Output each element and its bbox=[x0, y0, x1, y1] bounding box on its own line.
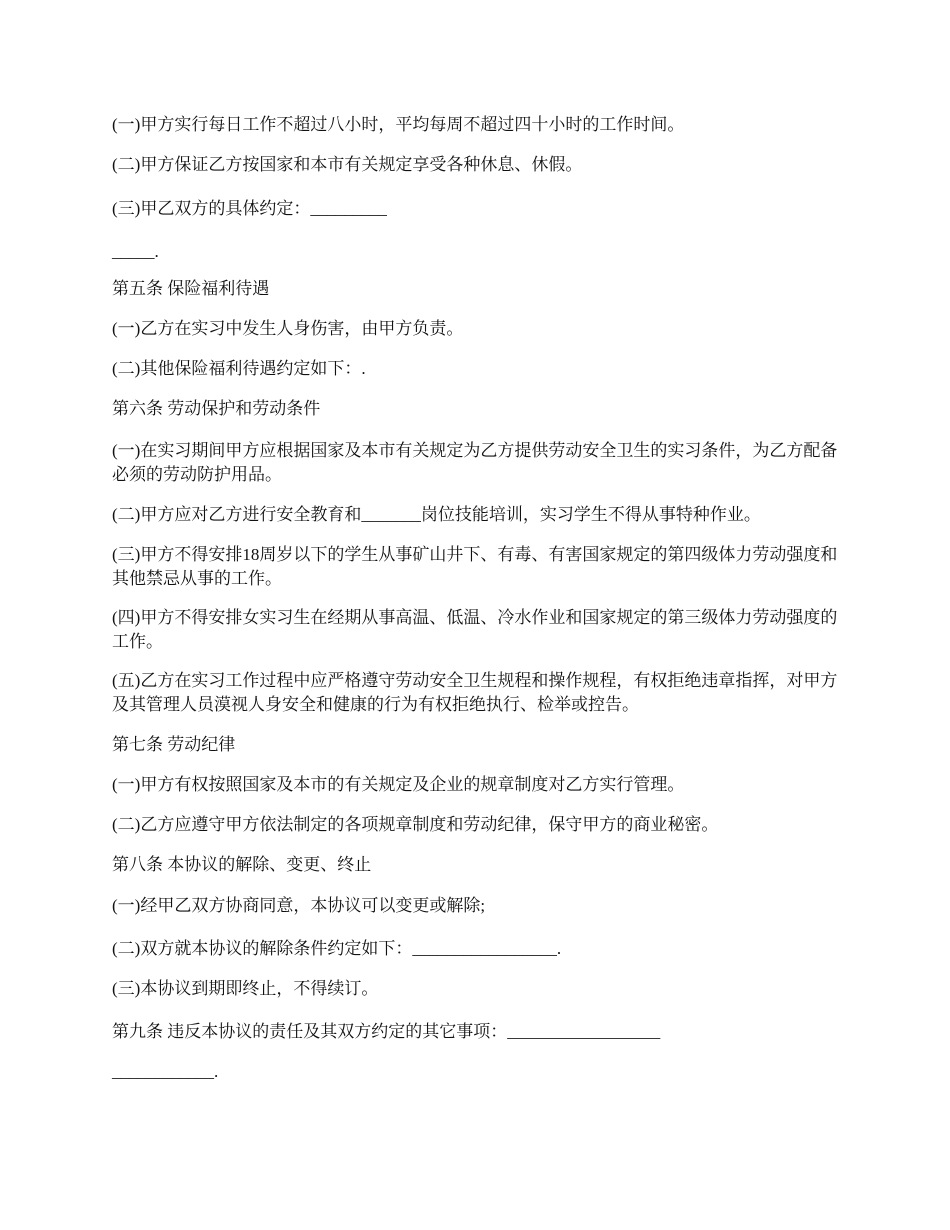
paragraph-discipline: (二)乙方应遵守甲方依法制定的各项规章制度和劳动纪律，保守甲方的商业秘密。 bbox=[112, 815, 719, 834]
section-heading-article-7: 第七条 劳动纪律 bbox=[112, 735, 236, 754]
paragraph-minors-restriction: (三)甲方不得安排18周岁以下的学生从事矿山井下、有毒、有害国家规定的第四级体力劳动强度和其他禁忌从事的工作。 bbox=[112, 545, 838, 588]
section-heading-article-9: 第九条 违反本协议的责任及其双方约定的其它事项：__________________ bbox=[112, 1022, 661, 1041]
section-heading-article-5: 第五条 保险福利待遇 bbox=[112, 279, 270, 298]
paragraph-change-termination: (一)经甲乙双方协商同意，本协议可以变更或解除; bbox=[112, 896, 486, 915]
paragraph-working-hours: (一)甲方实行每日工作不超过八小时，平均每周不超过四十小时的工作时间。 bbox=[112, 115, 685, 134]
paragraph-female-interns: (四)甲方不得安排女实习生在经期从事高温、低温、冷水作业和国家规定的第三级体力劳动强度的工作。 bbox=[112, 608, 838, 651]
paragraph-blank-line-end: ____________. bbox=[112, 1062, 219, 1081]
paragraph-safety-conditions: (一)在实习期间甲方应根据国家及本市有关规定为乙方提供劳动安全卫生的实习条件，为乙方配备必须的劳动防护用品。 bbox=[112, 441, 838, 484]
paragraph-expiry: (三)本协议到期即终止，不得续订。 bbox=[112, 979, 379, 998]
paragraph-injury: (一)乙方在实习中发生人身伤害，由甲方负责。 bbox=[112, 319, 464, 338]
paragraph-rest-vacation: (二)甲方保证乙方按国家和本市有关规定享受各种休息、休假。 bbox=[112, 155, 583, 174]
paragraph-management: (一)甲方有权按照国家及本市的有关规定及企业的规章制度对乙方实行管理。 bbox=[112, 775, 685, 794]
paragraph-blank-line: _____. bbox=[112, 242, 159, 261]
paragraph-termination-conditions: (二)双方就本协议的解除条件约定如下：_________________. bbox=[112, 939, 562, 958]
section-heading-article-6: 第六条 劳动保护和劳动条件 bbox=[112, 399, 321, 418]
paragraph-other-welfare: (二)其他保险福利待遇约定如下：. bbox=[112, 359, 366, 378]
section-heading-article-8: 第八条 本协议的解除、变更、终止 bbox=[112, 855, 372, 874]
paragraph-safety-rules: (五)乙方在实习工作过程中应严格遵守劳动安全卫生规程和操作规程，有权拒绝违章指挥，对甲方及其管理人员漠视人身安全和健康的行为有权拒绝执行、检举或控告。 bbox=[112, 671, 838, 714]
paragraph-safety-training: (二)甲方应对乙方进行安全教育和_______岗位技能培训，实习学生不得从事特种作业。 bbox=[112, 505, 761, 524]
paragraph-specific-agreement: (三)甲乙双方的具体约定：_________ bbox=[112, 199, 387, 218]
